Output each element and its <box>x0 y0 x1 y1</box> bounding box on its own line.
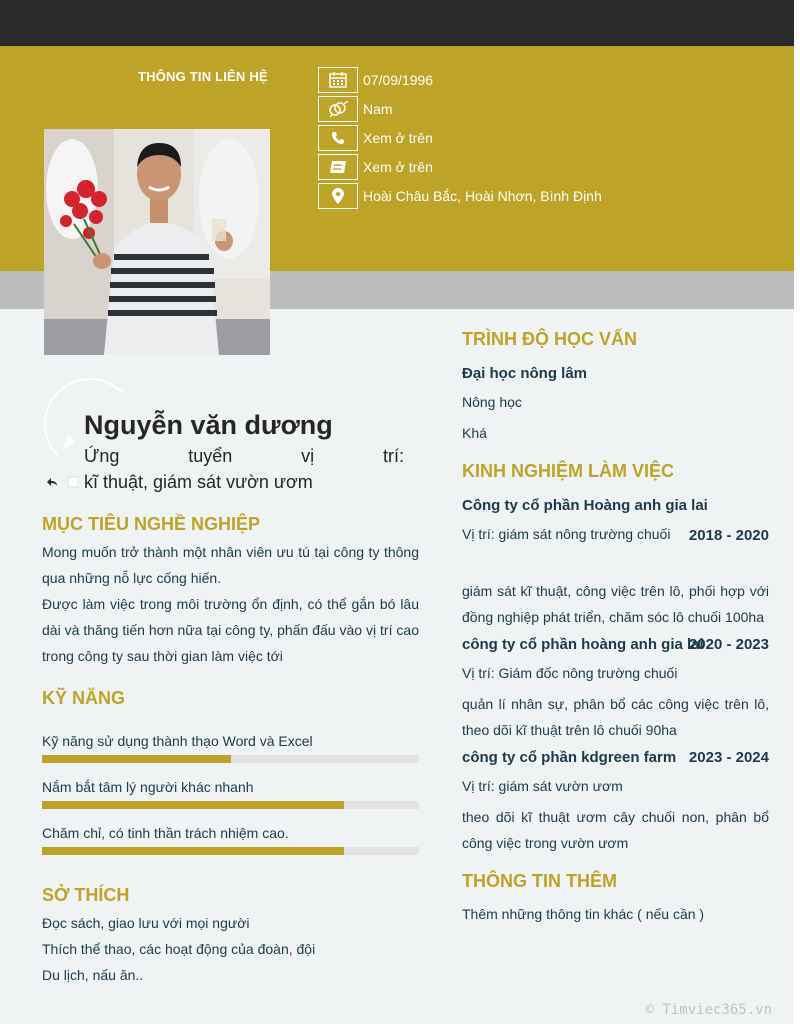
contact-dob <box>318 67 433 93</box>
job-company: Công ty cổ phần Hoàng anh gia lai <box>462 497 708 514</box>
position-word: trí: <box>382 446 404 466</box>
position-word: Ứng <box>84 446 120 466</box>
skill-label: Kỹ năng sử dụng thành thạo Word và Excel <box>42 733 313 749</box>
skill-bar <box>42 755 419 763</box>
job-years: 2020 - 2023 <box>688 636 769 653</box>
contact-phone-value: Xem ở trên <box>363 130 433 146</box>
position-word: tuyển <box>188 446 233 466</box>
extra-info-text: Thêm những thông tin khác ( nếu cần ) <box>462 906 705 922</box>
email-icon <box>318 154 358 180</box>
job-company: công ty cổ phần hoàng anh gia lai <box>462 636 704 653</box>
contact-email-value: Xem ở trên <box>363 159 433 175</box>
skill-label: Nắm bắt tâm lý người khác nhanh <box>42 779 254 795</box>
hobby-item: Thích thể thao, các hoạt động của đoàn, đội <box>42 941 316 957</box>
skill-item <box>42 733 419 763</box>
skill-item <box>42 825 419 855</box>
reply-icon <box>46 477 58 487</box>
skill-bar-fill <box>42 801 344 809</box>
job-description: theo dõi kĩ thuật ươm cây chuối non, phân bổ công việc trong vườn ươm <box>462 809 769 851</box>
hobby-item: Du lịch, nấu ăn.. <box>42 967 144 983</box>
job-position: Vị trí: Giám đốc nông trường chuối <box>462 665 678 681</box>
phone-icon <box>318 125 358 151</box>
skill-bar <box>42 801 419 809</box>
education-major: Nông học <box>462 394 522 410</box>
hobby-item: Đọc sách, giao lưu với mọi người <box>42 915 250 931</box>
mini-icons <box>46 476 78 488</box>
contact-phone <box>318 125 433 151</box>
experience-title: KINH NGHIỆM LÀM VIỆC <box>462 461 675 481</box>
education-school: Đại học nông lâm <box>462 365 588 382</box>
edit-decoration-icon <box>58 426 86 454</box>
skills-title: KỸ NĂNG <box>42 688 126 708</box>
job-position: Vị trí: giám sát vườn ươm <box>462 778 623 794</box>
position-line-1 <box>84 446 404 467</box>
contact-email <box>318 154 433 180</box>
skill-bar <box>42 847 419 855</box>
contact-dob-value: 07/09/1996 <box>363 72 434 88</box>
job-position: Vị trí: giám sát nông trường chuối <box>462 526 671 542</box>
top-bar <box>0 0 794 46</box>
skill-item <box>42 779 419 809</box>
note-icon <box>66 476 78 488</box>
avatar-photo <box>44 129 270 355</box>
contact-address-value: Hoài Châu Bắc, Hoài Nhơn, Bình Định <box>363 188 602 204</box>
contact-section-title: THÔNG TIN LIÊN HỆ <box>138 69 268 84</box>
job-description: giám sát kĩ thuật, công việc trên lô, phối hợp với đồng nghiệp phát triển, chăm sóc lô chuối 100ha <box>462 583 769 625</box>
contact-gender-value: Nam <box>363 101 393 117</box>
education-title: TRÌNH ĐỘ HỌC VẤN <box>462 329 637 349</box>
job-years: 2018 - 2020 <box>688 527 769 544</box>
extra-info-title: THÔNG TIN THÊM <box>462 871 617 891</box>
objective-paragraph-2: Được làm việc trong môi trường ổn định, có thể gắn bó lâu dài và thăng tiến hơn nữa tại công ty, phấn đấu vào vị trí cao trong công ty sau thời gian làm việc tới <box>42 596 419 664</box>
contact-address <box>318 183 602 209</box>
page-edge <box>794 0 800 1024</box>
gender-icon <box>318 96 358 122</box>
contact-gender <box>318 96 393 122</box>
objective-paragraph-1: Mong muốn trở thành một nhân viên ưu tú tại công ty thông qua những nỗ lực cống hiến. <box>42 544 419 586</box>
hobbies-title: SỞ THÍCH <box>42 885 130 905</box>
job-years: 2023 - 2024 <box>688 749 769 766</box>
calendar-icon <box>318 67 358 93</box>
skill-bar-fill <box>42 755 231 763</box>
objective-title: MỤC TIÊU NGHỀ NGHIỆP <box>42 514 261 534</box>
candidate-name: Nguyễn văn dương <box>84 410 333 440</box>
skill-label: Chăm chỉ, có tinh thần trách nhiệm cao. <box>42 825 289 841</box>
job-description: quản lí nhân sự, phân bổ các công việc trên lô, theo dõi kĩ thuật trên lô chuối 90ha <box>462 696 769 738</box>
position-word: vị <box>301 446 315 466</box>
watermark: © Timviec365.vn <box>645 1002 772 1018</box>
job-company: công ty cổ phần kdgreen farm <box>462 749 677 766</box>
skill-bar-fill <box>42 847 344 855</box>
education-grade: Khá <box>462 425 487 441</box>
position-line-2: kĩ thuật, giám sát vườn ươm <box>84 472 313 492</box>
location-icon <box>318 183 358 209</box>
